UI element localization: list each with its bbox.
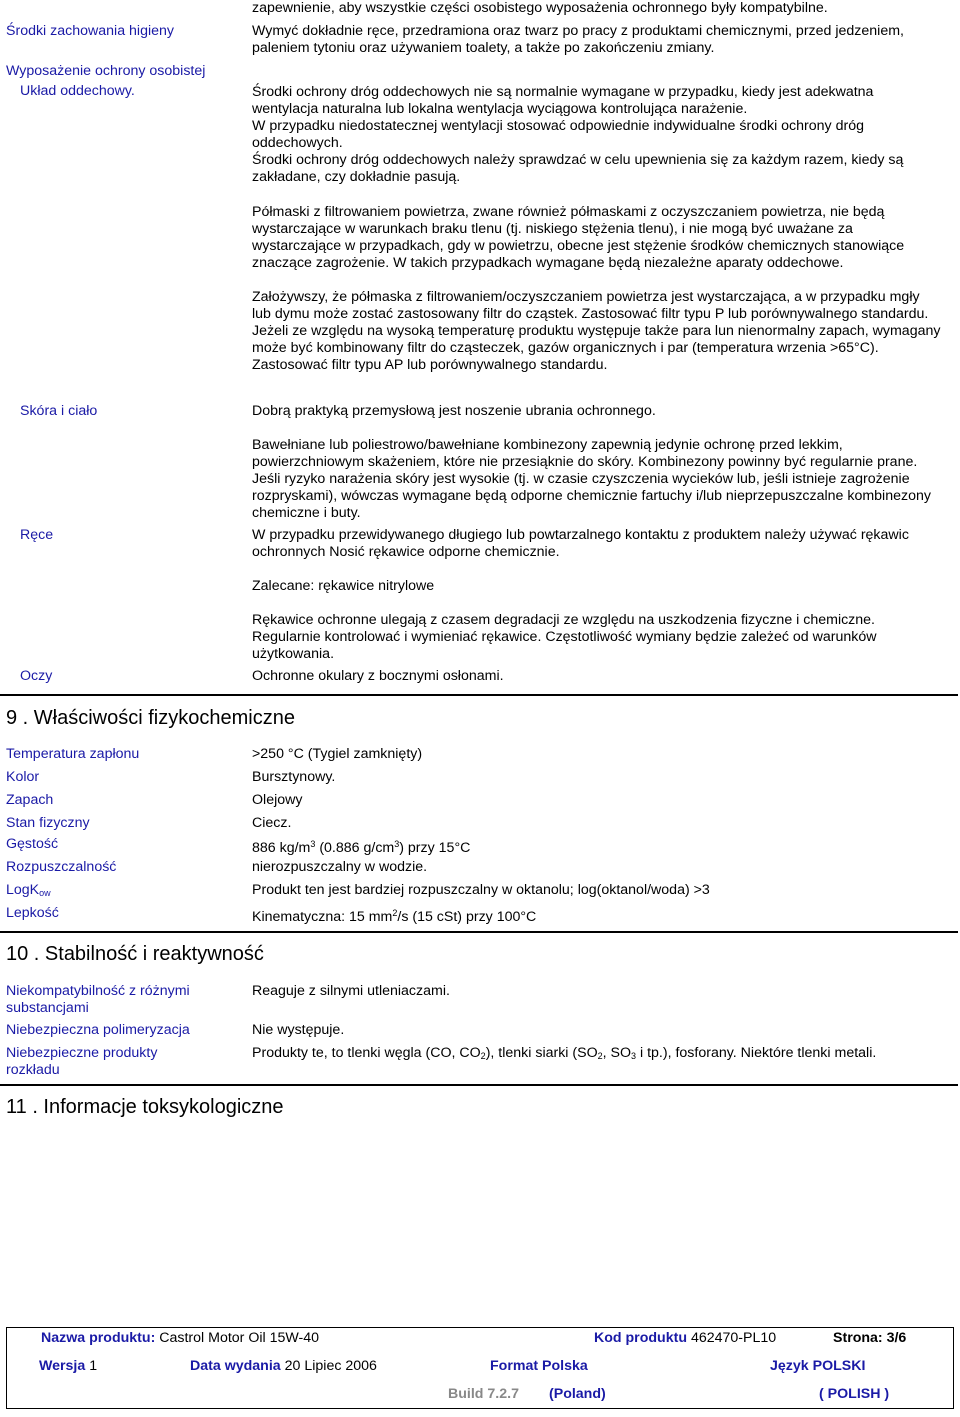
label-flash-point: Temperatura zapłonu [6, 746, 140, 762]
resp-paragraph-1: Środki ochrony dróg oddechowych nie są normalnie wymagane w przypadku, kiedy jest adekwatna wentylacja naturalna lub lokalna wentylacja wyciągowa kontrolująca narażenie. [252, 84, 874, 117]
section-divider [0, 931, 958, 933]
section-10-heading: 10 . Stabilność i reaktywność [6, 943, 264, 965]
hands-paragraph-1: W przypadku przewidywanego długiego lub powtarzalnego kontaktu z produktem należy używać rękawic ochronnych Nosić rękawice odporne chemicznie. [252, 527, 909, 560]
skin-paragraph-2: Bawełniane lub poliestrowo/bawełniane kombinezony zapewnią jedynie ochronę przed lekkim, powierzchniowym skażeniem, które nie przesiąknie do skóry. Kombinezony powinny być regularnie prane. Jeśli ryzyko narażenia skóry jest wysokie (tj. w czasie czyszczenia wycieków lub, jeśli istnieje zagrożenie rozpryskami), wówczas wymagane będą odporne chemicznie fartuchy i/lub nieprzepuszczalne kombinezony chemiczne i buty. [252, 437, 931, 521]
footer-code: Kod produktu 462470-PL10 [594, 1330, 777, 1346]
label-hands: Ręce [20, 527, 54, 543]
section-11-heading: 11 . Informacje toksykologiczne [6, 1096, 284, 1118]
label-decomposition: Niebezpieczne produkty rozkładu [6, 1045, 158, 1078]
label-logkow: LogK$_{ow}$ [6, 882, 51, 898]
footer-date: Data wydania 20 Lipiec 2006 [190, 1358, 377, 1374]
value-polymerization: Nie występuje. [252, 1022, 345, 1038]
value-color: Bursztynowy. [252, 769, 336, 785]
eyes-text: Ochronne okulary z bocznymi osłonami. [252, 668, 504, 684]
label-ppe: Wyposażenie ochrony osobistej [6, 63, 206, 79]
label-viscosity: Lepkość [6, 905, 59, 921]
document-footer [6, 1327, 954, 1409]
label-incompatibility: Niekompatybilność z różnymi substancjami [6, 983, 190, 1016]
resp-paragraph-3: Środki ochrony dróg oddechowych należy sprawdzać w celu upewnienia się za każdym razem, kiedy są zakładane, czy dokładnie pasują. [252, 152, 904, 185]
skin-paragraph-1: Dobrą praktyką przemysłową jest noszenie ubrania ochronnego. [252, 403, 656, 419]
ppe-compat-line: zapewnienie, aby wszystkie części osobistego wyposażenia ochronnego były kompatybilne. [252, 0, 828, 16]
footer-language: Język POLSKI [770, 1358, 866, 1374]
value-viscosity: Kinematyczna: 15 $mm^2/s$ (15 cSt) przy 100°C [252, 908, 537, 925]
section-9-heading: 9 . Właściwości fizykochemiczne [6, 707, 295, 729]
footer-format-sub: (Poland) [549, 1386, 606, 1402]
resp-paragraph-4: Półmaski z filtrowaniem powietrza, zwane również półmaskami z oczyszczaniem powietrza, nie będą wystarczające w warunkach braku tlenu (tj. niskiego stężenia tlenu), i nie mogą być uważane za wystarczające w przypadkach, gdy w powietrzu, obecne jest stężenie środków chemicznych stanowiące znaczące zagrożenie. W takich przypadkach wymagane będą niezależne aparaty oddechowe. [252, 204, 905, 271]
value-odor: Olejowy [252, 792, 303, 808]
label-skin: Skóra i ciało [20, 403, 98, 419]
value-flash-point: >250 °C (Tygiel zamknięty) [252, 746, 423, 762]
section-divider [0, 1084, 958, 1086]
label-physical-state: Stan fizyczny [6, 815, 90, 831]
label-odor: Zapach [6, 792, 54, 808]
hands-paragraph-3: Rękawice ochronne ulegają z czasem degradacji ze względu na uszkodzenia fizyczne i chemiczne. Regularnie kontrolować i wymieniać rękawice. Częstotliwość wymiany będzie zależeć od warunków użytkowania. [252, 612, 877, 662]
value-solubility: nierozpuszczalny w wodzie. [252, 859, 428, 875]
label-respiratory: Układ oddechowy. [20, 83, 135, 99]
footer-version: Wersja 1 [39, 1358, 98, 1374]
label-hygiene: Środki zachowania higieny [6, 23, 174, 39]
value-decomposition: Produkty te, to tlenki węgla (CO, $CO_2$), tlenki siarki ($SO_2$, $SO_3$ i tp.), fosforany. Niektóre tlenki metali. [252, 1045, 877, 1061]
value-physical-state: Ciecz. [252, 815, 292, 831]
value-logkow: Produkt ten jest bardziej rozpuszczalny w oktanolu; log(oktanol/woda) >3 [252, 882, 710, 898]
value-density: 886 $kg/m^3$ (0.886 $g/cm^3$) przy 15°C [252, 839, 471, 856]
hands-paragraph-2: Zalecane: rękawice nitrylowe [252, 578, 435, 594]
label-polymerization: Niebezpieczna polimeryzacja [6, 1022, 190, 1038]
footer-product: Nazwa produktu: Castrol Motor Oil 15W-40 [41, 1330, 320, 1346]
label-density: Gęstość [6, 836, 59, 852]
value-incompatibility: Reaguje z silnymi utleniaczami. [252, 983, 450, 999]
footer-page: Strona: 3/6 [833, 1330, 907, 1346]
footer-format: Format Polska [490, 1358, 588, 1374]
resp-paragraph-5: Założywszy, że półmaska z filtrowaniem/oczyszczaniem powietrza jest wystarczająca, a w przypadku mgły lub dymu może zostać zastosowany filtr do cząstek. Zastosować filtr typu P lub porównywalnego standardu. Jeżeli ze względu na wysoką temperaturę produktu występuje także para lun nienormalny zapach, wymagany może być kombinowany filtr do cząsteczek, gazów organicznych i par (temperatura wrzenia >65°C). Zastosować filtr typu AP lub porównywalnego standardu. [252, 289, 941, 373]
resp-paragraph-2: W przypadku niedostatecznej wentylacji stosować odpowiednie indywidualne środki ochrony dróg oddechowych. [252, 118, 864, 151]
footer-language-sub: ( POLISH ) [819, 1386, 890, 1402]
label-solubility: Rozpuszczalność [6, 859, 117, 875]
label-color: Kolor [6, 769, 40, 785]
section-divider [0, 694, 958, 696]
label-eyes: Oczy [20, 668, 53, 684]
footer-build: Build 7.2.7 [448, 1386, 519, 1402]
hygiene-text: Wymyć dokładnie ręce, przedramiona oraz twarz po pracy z produktami chemicznymi, przed jedzeniem, paleniem tytoniu oraz używaniem toalety, a także po zakończeniu zmiany. [252, 23, 904, 56]
